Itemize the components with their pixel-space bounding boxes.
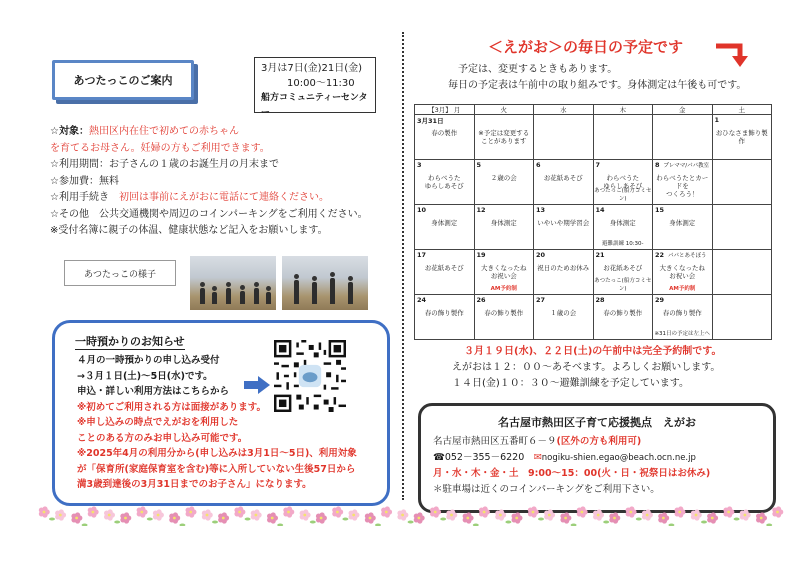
target-label: ☆対象： bbox=[50, 126, 89, 137]
target-text-2: を育てるお母さん。妊婦の方もご利用できます。 bbox=[50, 142, 270, 154]
page-divider bbox=[402, 32, 404, 500]
day-number: 3月31日 bbox=[417, 117, 444, 125]
day-number: 24 bbox=[417, 296, 427, 304]
calendar-day-cell bbox=[415, 250, 475, 295]
session-venue: 船方コミュニティーセンター bbox=[261, 93, 368, 118]
intro-text bbox=[50, 124, 395, 240]
reservation-remark: ３月１９日(水)、２２日(土)の午前中は完全予約制です。 bbox=[464, 346, 722, 357]
day-number: 14 bbox=[595, 206, 605, 214]
notice-warning: ことのある方のみお申し込み可能です。 bbox=[77, 432, 248, 444]
calendar-week-row bbox=[415, 160, 772, 205]
calendar-day-cell bbox=[474, 160, 534, 205]
day-number: 20 bbox=[536, 251, 546, 259]
day-event: 春の飾り製作 bbox=[603, 309, 643, 317]
day-event-note: AM予約制 bbox=[490, 286, 517, 292]
day-number: 12 bbox=[476, 206, 486, 214]
email-address[interactable]: nogiku-shien.egao@beach.ocn.ne.jp bbox=[541, 452, 696, 463]
calendar-day-cell bbox=[712, 205, 772, 250]
day-event: わらべうた ゆらしあそび bbox=[424, 174, 464, 190]
activity-photo-1 bbox=[190, 256, 276, 310]
calendar-header-cell: 木 bbox=[593, 105, 653, 115]
center-name: 名古屋市熱田区子育て応援拠点 えがお bbox=[498, 416, 696, 429]
day-number: 21 bbox=[595, 251, 605, 259]
day-number: 19 bbox=[476, 251, 486, 259]
day-number: 10 bbox=[417, 206, 427, 214]
notice-warning: ※2025年4月の利用分から(申し込みは3月1日～5日)、利用対象 bbox=[77, 448, 357, 459]
day-number: 26 bbox=[476, 296, 486, 304]
calendar-week-row bbox=[415, 115, 772, 160]
calendar-day-cell bbox=[653, 250, 713, 295]
calendar-day-cell bbox=[534, 295, 594, 340]
calendar-day-cell bbox=[593, 160, 653, 205]
opening-hours: 月・水・木・金・土 9:00～15：00(火・日・祝祭日はお休み) bbox=[433, 468, 711, 479]
notice-warning: 満3歳到達後の3月31日までのお子さん」になります。 bbox=[77, 479, 312, 490]
reception-text: ※受付名簿に親子の体温、健康状態など記入をお願いします。 bbox=[50, 225, 328, 236]
day-event-note: あつたっこ(船方コミセン) bbox=[594, 278, 652, 292]
day-event: 身体測定 bbox=[431, 219, 458, 227]
day-event: 身体測定 bbox=[609, 219, 636, 227]
calendar-week-row bbox=[415, 250, 772, 295]
day-event: 春の飾り製作 bbox=[424, 309, 464, 317]
day-number: 7 bbox=[595, 161, 601, 169]
procedure-label: ☆利用手続き bbox=[50, 192, 109, 203]
calendar-header-cell: 金 bbox=[653, 105, 713, 115]
notice-title: 一時預かりのお知らせ bbox=[75, 335, 185, 348]
photo-caption bbox=[64, 260, 176, 286]
day-number: 5 bbox=[476, 161, 482, 169]
day-event-note: あつたっこ(船方コミセン) bbox=[594, 188, 652, 202]
calendar-header-cell: 土 bbox=[712, 105, 772, 115]
calendar-day-cell bbox=[653, 115, 713, 160]
day-number: 6 bbox=[536, 161, 541, 169]
session-dates-box bbox=[254, 57, 376, 118]
open-time-remark: えがおは１２：００～あそべます。よろしくお願いします。 bbox=[452, 362, 721, 373]
flower-border-decoration bbox=[36, 502, 792, 526]
calendar-day-cell bbox=[593, 115, 653, 160]
session-time: 10:00～11:30 bbox=[287, 78, 355, 89]
calendar-day-cell bbox=[474, 205, 534, 250]
calendar-day-cell bbox=[712, 115, 772, 160]
day-event: わらべうたとカードを つくろう！ bbox=[656, 174, 709, 198]
calendar-day-cell bbox=[712, 250, 772, 295]
calendar-week-row bbox=[415, 205, 772, 250]
calendar-day-cell bbox=[653, 295, 713, 340]
day-event: お花紙あそび bbox=[603, 264, 643, 272]
calendar-day-cell bbox=[712, 295, 772, 340]
procedure-text: 初回は事前にえがおに電話にて連絡ください。 bbox=[118, 192, 329, 203]
right-arrow-icon bbox=[244, 376, 270, 394]
parking-note: ＊駐車場は近くのコインパーキングをご利用下さい。 bbox=[433, 483, 660, 495]
calendar-day-cell bbox=[415, 205, 475, 250]
calendar-day-cell bbox=[415, 160, 475, 205]
calendar-day-cell bbox=[534, 205, 594, 250]
notice-warning: が「保育所(家庭保育室を含む)等に入所していない生後57日から bbox=[77, 463, 356, 475]
qr-code-icon[interactable] bbox=[274, 340, 346, 412]
calendar-day-cell bbox=[653, 205, 713, 250]
day-number: 8 bbox=[655, 161, 660, 169]
calendar-day-cell bbox=[415, 115, 475, 160]
day-number: 3 bbox=[417, 161, 422, 169]
day-event-note: AM予約制 bbox=[669, 286, 696, 292]
day-number: 1 bbox=[714, 116, 720, 124]
calendar-day-cell bbox=[653, 160, 713, 205]
day-event: 身体測定 bbox=[669, 219, 696, 227]
target-text: 熱田区内在住で初めての赤ちゃん bbox=[88, 126, 239, 137]
day-event: ※予定は変更する ことがあります bbox=[478, 129, 530, 145]
calendar-day-cell bbox=[534, 250, 594, 295]
day-subtitle: パパとあそぼう bbox=[668, 253, 707, 259]
day-event: １歳の会 bbox=[550, 309, 577, 317]
day-event: いやいや期学習会 bbox=[537, 219, 590, 227]
calendar-day-cell bbox=[712, 160, 772, 205]
notice-line: ４月の一時預かりの申し込み受付 bbox=[77, 355, 220, 366]
day-event: おひなさま飾り製作 bbox=[715, 129, 768, 145]
address-note: (区外の方も利用可) bbox=[556, 436, 642, 447]
day-event: ２歳の会 bbox=[490, 174, 517, 182]
drill-remark: １４日(金)１０：３０～避難訓練を予定しています。 bbox=[452, 378, 690, 389]
notice-warning: ※初めてご利用される方は面接があります。 bbox=[77, 401, 266, 413]
calendar-header-cell: 【3月】 月 bbox=[415, 105, 475, 115]
calendar-week-row bbox=[415, 295, 772, 340]
day-number: 28 bbox=[595, 296, 605, 304]
calendar-day-cell bbox=[474, 295, 534, 340]
day-event: 春の飾り製作 bbox=[662, 309, 702, 317]
notice-line: 申込・詳しい利用方法はこちらから bbox=[77, 386, 230, 397]
phone-number[interactable]: ☎052－355－6220 bbox=[433, 451, 525, 463]
schedule-title: ＜えがお＞の毎日の予定です bbox=[488, 38, 684, 56]
contact-info-box: 名古屋市熱田区子育て応援拠点 えがお 名古屋市熱田区五番町６－９(区外の方も利用可) ☎052－355－6220 ✉nogiku-shien.egao@beach.ocn.ne.jp 月・水・木・金・土 9:00～15：00(火・日・祝祭日はお休み) ＊駐車場は近くのコインパーキングをご利用下さい。 bbox=[418, 403, 776, 513]
schedule-note bbox=[448, 62, 747, 94]
day-event: 大きくなったね お祝い会 bbox=[659, 264, 705, 280]
calendar-day-cell bbox=[534, 115, 594, 160]
schedule-note-1: 予定は、変更するときもあります。 bbox=[458, 64, 618, 75]
calendar-day-cell bbox=[534, 160, 594, 205]
day-event: 春の飾り製作 bbox=[484, 309, 524, 317]
fee-text: ☆参加費：無料 bbox=[50, 175, 119, 187]
atsutakko-title-text: あつたっこのご案内 bbox=[73, 74, 173, 87]
day-event-note: ※31日の予定は左上へ bbox=[654, 331, 711, 337]
atsutakko-title bbox=[52, 60, 194, 100]
notice-line: →３月１日(土)～5日(水)です。 bbox=[77, 370, 213, 382]
day-event: お花紙あそび bbox=[543, 174, 583, 182]
day-event: 祝日のためお休み bbox=[537, 264, 590, 272]
calendar-day-cell bbox=[474, 115, 534, 160]
calendar-day-cell bbox=[593, 205, 653, 250]
day-number: 15 bbox=[655, 206, 665, 214]
day-subtitle: プレママ/パパ教室 bbox=[663, 163, 710, 169]
calendar-day-cell bbox=[415, 295, 475, 340]
day-event: 大きくなったね お祝い会 bbox=[481, 264, 527, 280]
day-event: わらべうた ゆらしあそび bbox=[603, 174, 643, 190]
calendar-header-cell: 火 bbox=[474, 105, 534, 115]
calendar-day-cell bbox=[593, 295, 653, 340]
day-event: 身体測定 bbox=[490, 219, 517, 227]
photo-caption-text: あつたっこの様子 bbox=[83, 269, 156, 280]
calendar-day-cell bbox=[474, 250, 534, 295]
day-event: 春の製作 bbox=[431, 129, 458, 137]
day-event: お花紙あそび bbox=[424, 264, 464, 272]
calendar-header-cell: 水 bbox=[534, 105, 594, 115]
schedule-note-2: 毎日の予定表は午前中の取り組みです。身体測定は午後も可です。 bbox=[448, 80, 747, 91]
period-text: ☆利用期間：お子さんの１歳のお誕生月の月末まで bbox=[50, 159, 279, 170]
other-text: ☆その他 公共交通機関や周辺のコインパーキングをご利用ください。 bbox=[50, 208, 368, 220]
schedule-remarks bbox=[452, 344, 721, 392]
notice-warning: ※申し込みの時点でえがおを利用した bbox=[77, 417, 239, 428]
monthly-calendar bbox=[414, 104, 772, 340]
address: 名古屋市熱田区五番町６－９ bbox=[433, 436, 557, 447]
day-number: 17 bbox=[417, 251, 427, 259]
session-dates: 3月は7日(金)21日(金) bbox=[261, 63, 363, 74]
activity-photo-2 bbox=[282, 256, 368, 310]
day-number: 13 bbox=[536, 206, 546, 214]
day-number: 29 bbox=[655, 296, 665, 304]
day-number: 27 bbox=[536, 296, 546, 304]
day-event-note: 避難訓練 10:30- bbox=[601, 241, 644, 247]
calendar-day-cell bbox=[593, 250, 653, 295]
day-number: 22 bbox=[655, 251, 665, 259]
